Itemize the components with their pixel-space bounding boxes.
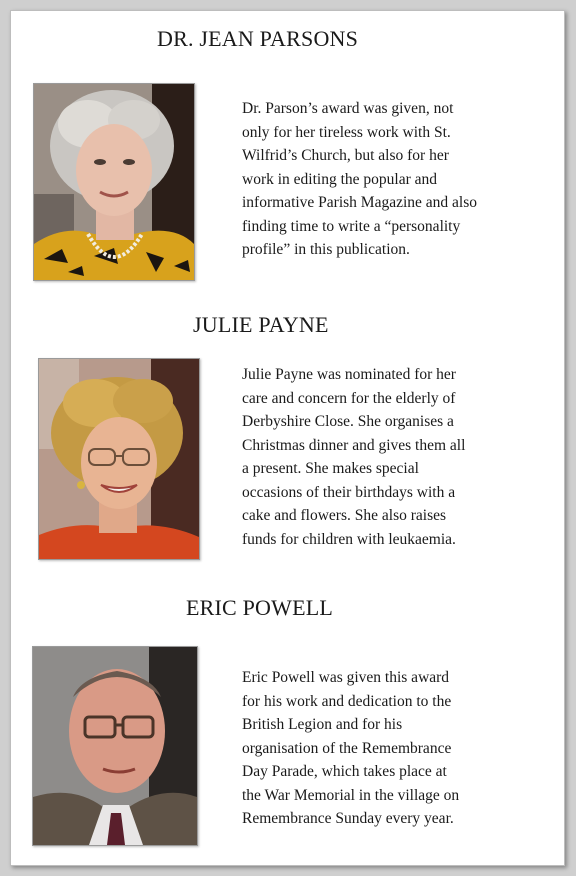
bio-line: care and concern for the elderly of — [242, 389, 456, 407]
profile-name-julie-payne: JULIE PAYNE — [193, 312, 329, 337]
bio-line: Julie Payne was nominated for her — [242, 366, 456, 383]
photo-jean-parsons — [33, 83, 195, 281]
bio-line: Remembrance Sunday every year. — [242, 810, 454, 827]
bio-line: Derbyshire Close. She organises a — [242, 413, 454, 430]
bio-jean-parsons — [242, 97, 477, 262]
bio-line: British Legion and for his — [242, 716, 403, 733]
newsletter-page — [10, 10, 565, 866]
bio-line: Christmas dinner and gives them all — [242, 436, 466, 454]
profile-name-jean-parsons: DR. JEAN PARSONS — [157, 26, 359, 51]
bio-line: work in editing the popular and — [242, 170, 437, 188]
bio-line: Eric Powell was given this award — [242, 669, 450, 686]
bio-line: Wilfrid’s Church, but also for her — [242, 147, 449, 164]
photo-eric-powell — [32, 646, 198, 846]
photo-julie-payne — [38, 358, 200, 560]
bio-line: Dr. Parson’s award was given, not — [242, 100, 454, 117]
bio-line: cake and flowers. She also raises — [242, 507, 447, 524]
bio-line: a present. She makes special — [242, 460, 419, 477]
bio-line: occasions of their birthdays with a — [242, 483, 456, 501]
profile-name-eric-powell: ERIC POWELL — [186, 595, 334, 620]
bio-line: funds for children with leukaemia. — [242, 530, 456, 548]
bio-line: only for her tireless work with St. — [242, 123, 451, 141]
bio-line: finding time to write a “personality — [242, 217, 461, 235]
bio-julie-payne — [242, 363, 465, 551]
bio-eric-powell — [242, 666, 459, 831]
bio-line: for his work and dedication to the — [242, 692, 452, 710]
bio-line: Day Parade, which takes place at — [242, 763, 447, 780]
bio-line: the War Memorial in the village on — [242, 786, 460, 804]
bio-line: informative Parish Magazine and also — [242, 194, 478, 211]
bio-line: organisation of the Remembrance — [242, 739, 452, 757]
bio-line: profile” in this publication. — [242, 241, 410, 258]
